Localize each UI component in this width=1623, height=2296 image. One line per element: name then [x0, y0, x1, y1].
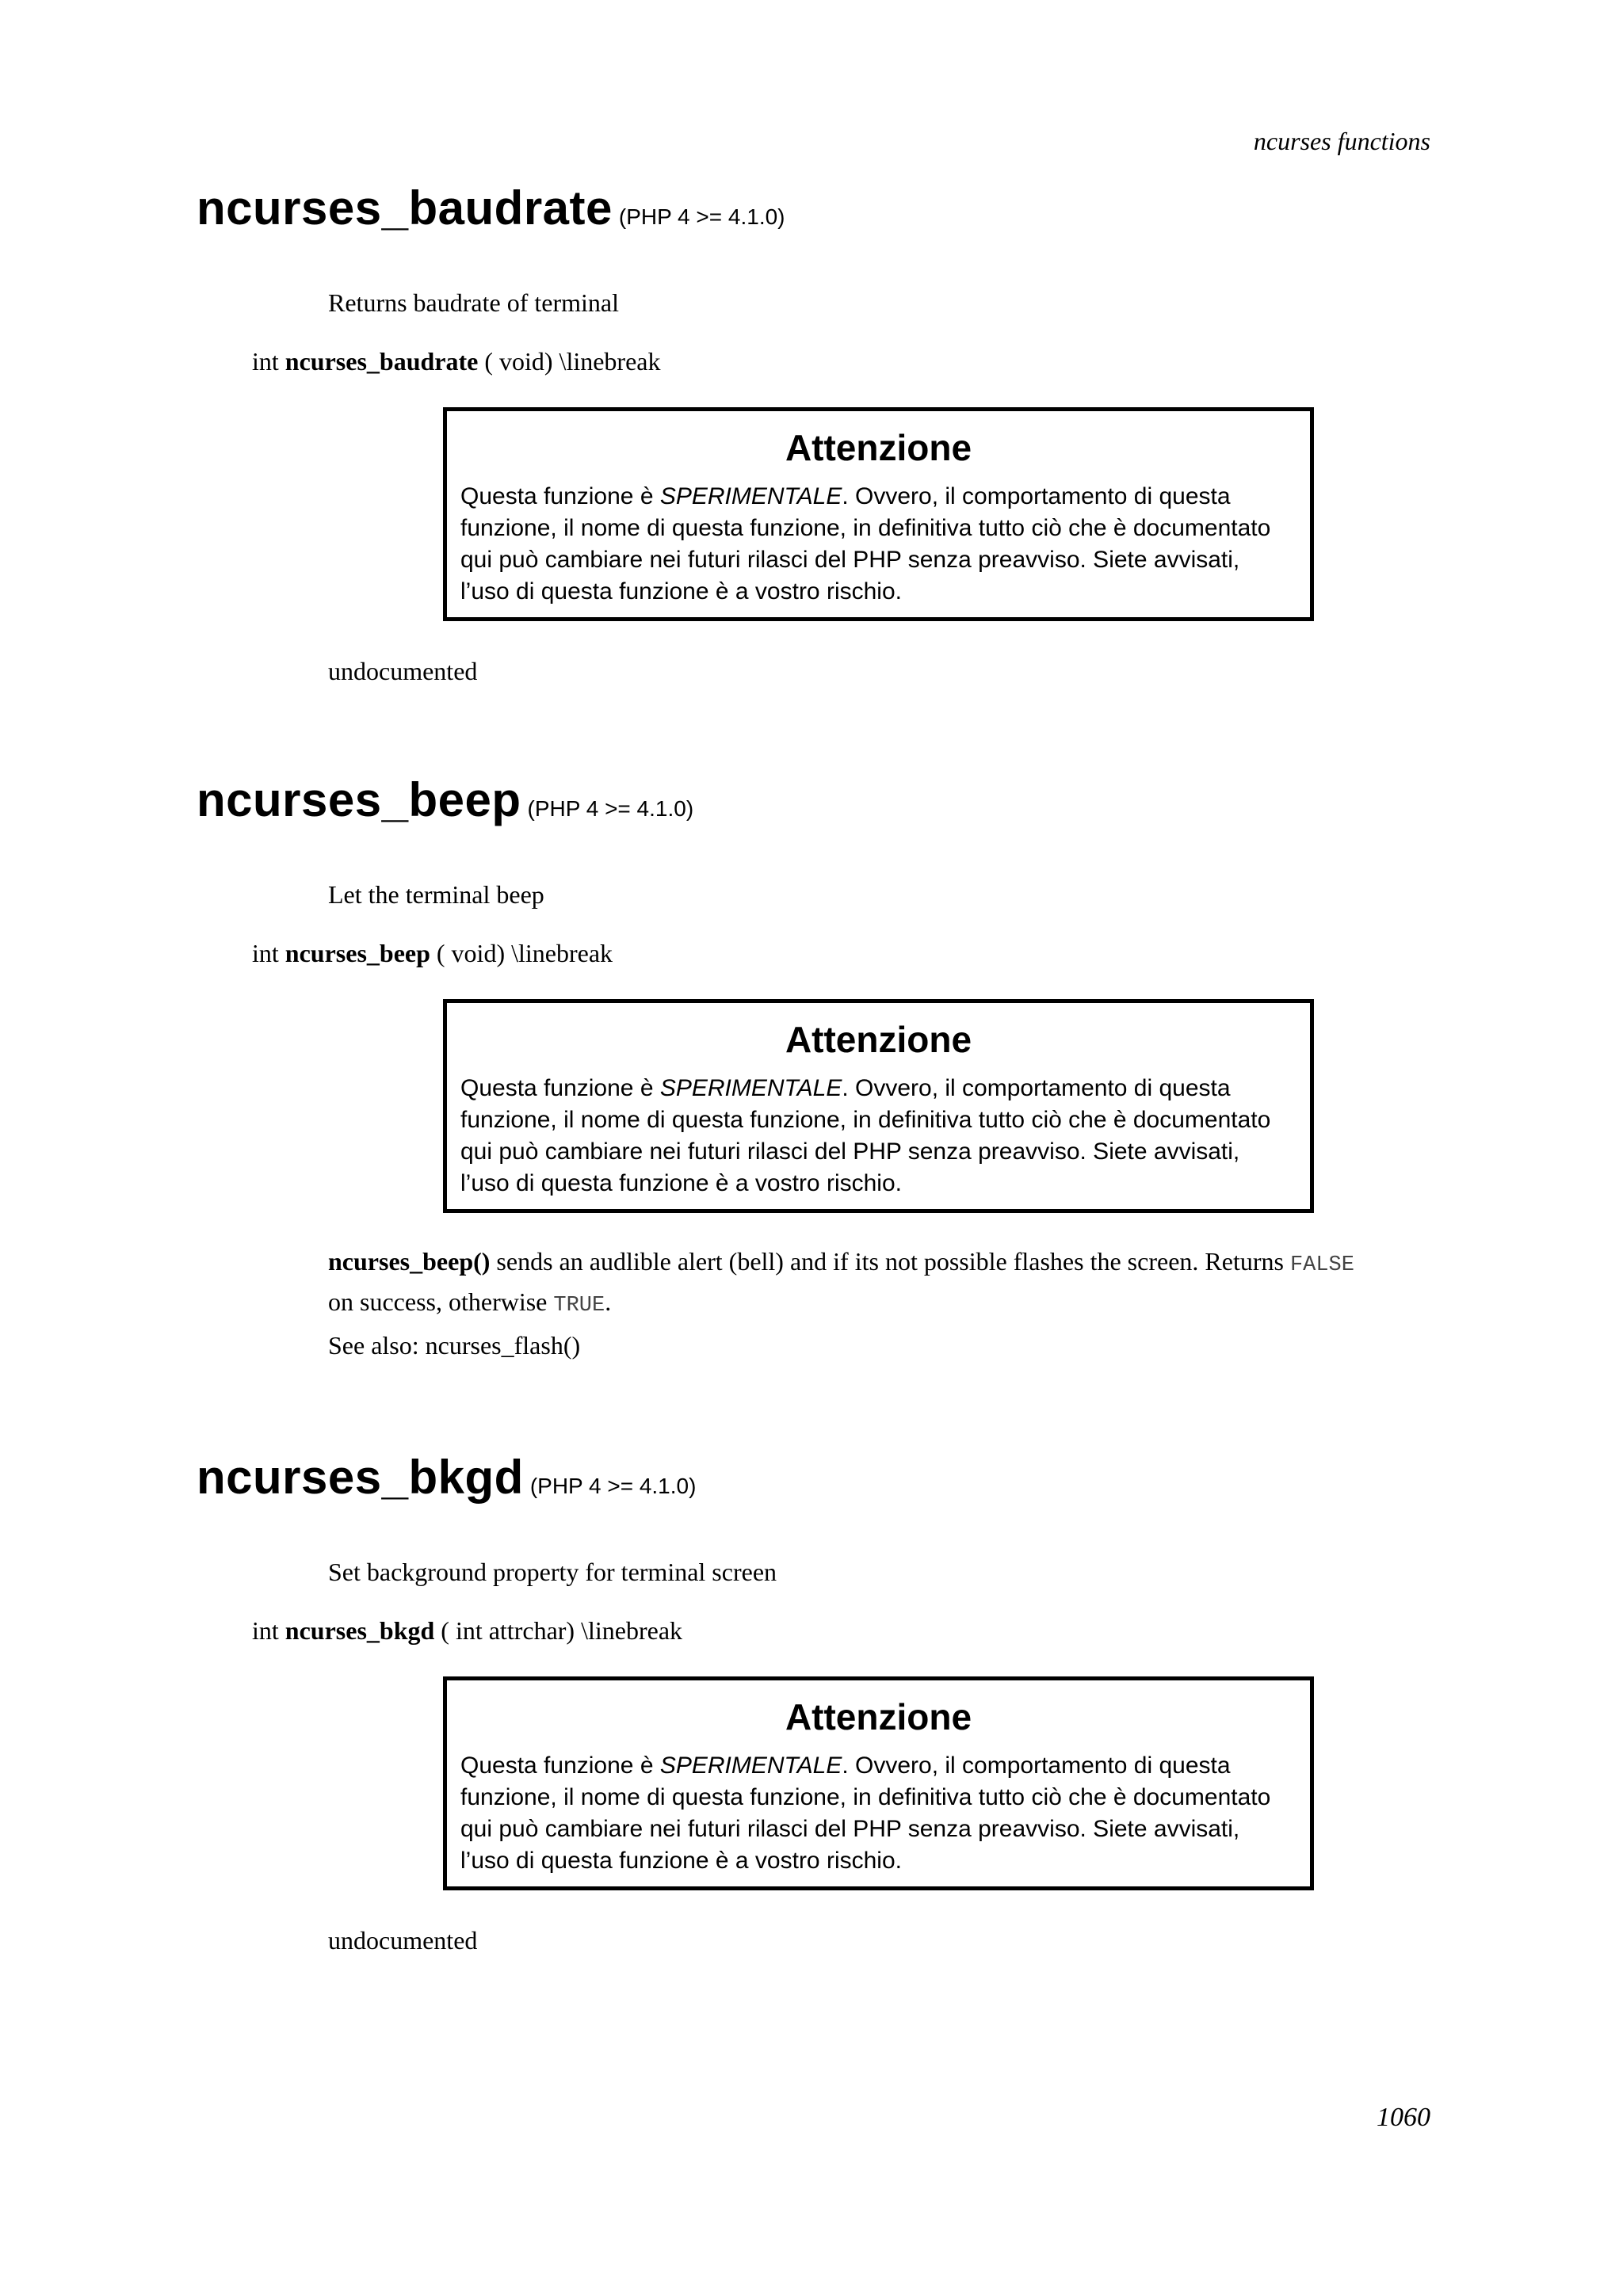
- warning-text: [460, 1073, 1312, 1199]
- function-name: ncurses_baudrate: [197, 181, 613, 235]
- synopsis-function-name: ncurses_bkgd: [285, 1616, 435, 1645]
- warning-line3: qui può cambiare nei futuri rilasci del PHP senza preavviso. Siete avvisati,: [460, 1138, 1240, 1165]
- constant-false: FALSE: [1289, 1253, 1354, 1277]
- function-title: [197, 772, 693, 827]
- description-text-2: on success, otherwise: [328, 1287, 554, 1316]
- function-synopsis: [252, 939, 613, 968]
- warning-line2: funzione, il nome di questa funzione, in definitiva tutto ciò che è documentato: [460, 1784, 1271, 1810]
- description-text-3: .: [605, 1287, 612, 1316]
- function-synopsis: [252, 1616, 682, 1646]
- warning-line2: funzione, il nome di questa funzione, in definitiva tutto ciò che è documentato: [460, 1107, 1271, 1133]
- warning-line1-post: . Ovvero, il comportamento di questa: [842, 1753, 1231, 1779]
- warning-line4: l’uso di questa funzione è a vostro rischio.: [460, 1170, 902, 1196]
- version-note: (PHP 4 >= 4.1.0): [529, 1474, 697, 1498]
- constant-true: TRUE: [553, 1294, 605, 1318]
- see-also: See also: ncurses_flash(): [328, 1331, 581, 1360]
- function-purpose: Let the terminal beep: [328, 880, 544, 909]
- function-title: [197, 181, 785, 235]
- warning-box: [443, 1676, 1314, 1890]
- function-name: ncurses_bkgd: [197, 1451, 524, 1504]
- warning-box: [443, 407, 1314, 621]
- warning-emphasis: SPERIMENTALE: [659, 1753, 842, 1779]
- synopsis-args: ( void) \linebreak: [430, 939, 613, 967]
- version-note: (PHP 4 >= 4.1.0): [618, 204, 785, 229]
- function-name: ncurses_beep: [197, 773, 521, 826]
- function-description: undocumented: [328, 657, 478, 685]
- description-function-name: ncurses_beep(): [328, 1247, 491, 1276]
- warning-line1-post: . Ovvero, il comportamento di questa: [842, 483, 1231, 509]
- function-title: [197, 1450, 696, 1505]
- warning-text: [460, 1750, 1312, 1877]
- synopsis-args: ( int attrchar) \linebreak: [434, 1616, 683, 1645]
- function-purpose: Returns baudrate of terminal: [328, 288, 619, 317]
- warning-line1-pre: Questa funzione è: [460, 1075, 660, 1101]
- synopsis-args: ( void) \linebreak: [478, 347, 661, 376]
- function-purpose: Set background property for terminal screen: [328, 1558, 777, 1586]
- warning-line1-post: . Ovvero, il comportamento di questa: [842, 1075, 1231, 1101]
- warning-line4: l’uso di questa funzione è a vostro rischio.: [460, 578, 902, 605]
- warning-line2: funzione, il nome di questa funzione, in definitiva tutto ciò che è documentato: [460, 515, 1271, 541]
- page-number: 1060: [1377, 2103, 1430, 2132]
- warning-title: Attenzione: [785, 1019, 972, 1060]
- warning-emphasis: SPERIMENTALE: [659, 1075, 842, 1101]
- warning-text: [460, 481, 1312, 608]
- warning-line3: qui può cambiare nei futuri rilasci del PHP senza preavviso. Siete avvisati,: [460, 547, 1240, 573]
- warning-emphasis: SPERIMENTALE: [659, 483, 842, 509]
- warning-line4: l’uso di questa funzione è a vostro rischio.: [460, 1848, 902, 1874]
- warning-box: [443, 999, 1314, 1213]
- warning-line3: qui può cambiare nei futuri rilasci del PHP senza preavviso. Siete avvisati,: [460, 1816, 1240, 1842]
- return-type: int: [252, 347, 285, 376]
- return-type: int: [252, 939, 285, 967]
- return-type: int: [252, 1616, 285, 1645]
- version-note: (PHP 4 >= 4.1.0): [527, 796, 694, 821]
- warning-line1-pre: Questa funzione è: [460, 1753, 660, 1779]
- synopsis-function-name: ncurses_baudrate: [285, 347, 479, 376]
- function-description: [328, 1243, 1382, 1324]
- running-header: ncurses functions: [1253, 127, 1430, 155]
- synopsis-function-name: ncurses_beep: [285, 939, 430, 967]
- warning-line1-pre: Questa funzione è: [460, 483, 660, 509]
- description-text-1: sends an audlible alert (bell) and if its not possible flashes the screen. Returns: [490, 1247, 1290, 1276]
- function-synopsis: [252, 347, 660, 376]
- warning-title: Attenzione: [785, 1696, 972, 1737]
- warning-title: Attenzione: [785, 427, 972, 468]
- function-description: undocumented: [328, 1926, 478, 1955]
